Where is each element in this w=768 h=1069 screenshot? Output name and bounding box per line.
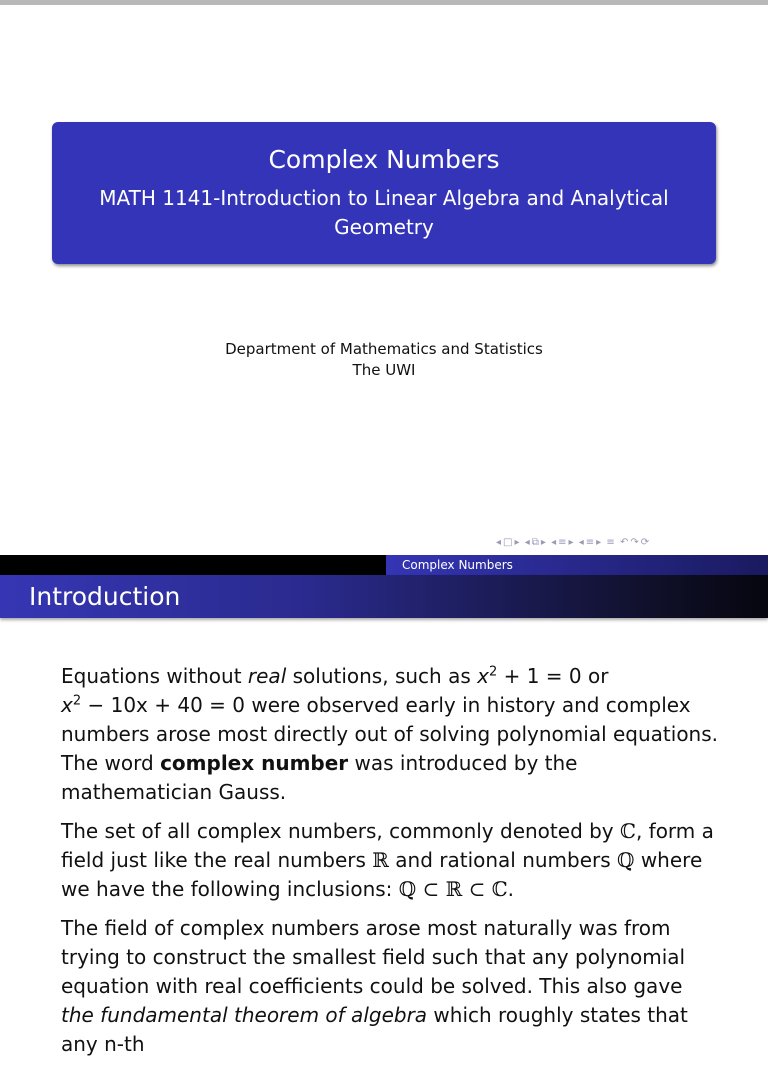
text: and rational numbers [388, 848, 618, 872]
institute-block [0, 339, 768, 381]
nav-prev-subsection-icon[interactable]: ◂ [524, 537, 530, 548]
math-var: x [61, 693, 73, 717]
text: were observed early in history and complex numbers arose most directly out of solving polynomial equations. The word [61, 693, 719, 775]
institution-name: The UWI [352, 361, 416, 379]
text: which roughly states that any n-th [61, 1003, 688, 1056]
paragraph-1 [61, 662, 721, 807]
nav-next-part-icon[interactable]: ▸ [596, 537, 602, 548]
nav-next-frame-icon[interactable]: ▸ [514, 537, 520, 548]
nav-appendix-icon[interactable]: ≡ [606, 537, 615, 548]
real-set-symbol: ℝ [372, 848, 389, 872]
math-text: + 1 = 0 or [497, 664, 609, 688]
slide-content [61, 662, 721, 1069]
text: The set of all complex numbers, commonly denoted by [61, 819, 621, 843]
math-text: − 10x + 40 = 0 [81, 693, 246, 717]
bold-term: complex number [160, 751, 349, 775]
presentation-subtitle: MATH 1141-Introduction to Linear Algebra and Analytical Geometry [99, 186, 669, 239]
title-block [52, 122, 716, 264]
text: where we have the following inclusions: [61, 848, 703, 901]
beamer-navigation[interactable] [496, 536, 764, 550]
nav-prev-frame-icon[interactable]: ◂ [496, 537, 502, 548]
complex-set-symbol: ℂ [620, 819, 636, 843]
emphasis-theorem: the fundamental theorem of algebra [61, 1003, 428, 1027]
nav-section-icon[interactable]: ≡ [558, 537, 567, 548]
paragraph-3 [61, 914, 721, 1059]
nav-next-section-icon[interactable]: ▸ [568, 537, 574, 548]
inclusion-chain: ℚ ⊂ ℝ ⊂ ℂ [398, 877, 508, 901]
math-exponent: 2 [72, 693, 82, 709]
text: solutions, such as [286, 664, 478, 688]
nav-subsection-icon[interactable]: ⧉ [531, 537, 539, 548]
math-var: x [477, 664, 489, 688]
paragraph-2 [61, 817, 721, 904]
emphasis-real: real [247, 664, 287, 688]
section-headline [0, 555, 768, 575]
headline-section-title: Complex Numbers [386, 555, 768, 575]
nav-forward-icon[interactable]: ↷ [630, 537, 639, 548]
nav-next-subsection-icon[interactable]: ▸ [540, 537, 546, 548]
department-name: Department of Mathematics and Statistics [225, 340, 543, 358]
rational-set-symbol: ℚ [617, 848, 635, 872]
presentation-title: Complex Numbers [268, 145, 500, 174]
nav-search-icon[interactable]: ⟳ [640, 537, 650, 548]
text: The field of complex numbers arose most naturally was from trying to construct the smallest field such that any polynomial equation with real coefficients could be solved. This also gave [61, 916, 686, 998]
nav-frame-icon[interactable]: □ [503, 537, 513, 548]
math-exponent: 2 [488, 664, 498, 680]
headline-left [0, 555, 386, 575]
text: Equations without [61, 664, 248, 688]
nav-back-icon[interactable]: ↶ [619, 537, 629, 548]
nav-prev-section-icon[interactable]: ◂ [551, 537, 557, 548]
nav-prev-part-icon[interactable]: ◂ [578, 537, 584, 548]
text: was introduced by the mathematician Gauss. [61, 751, 578, 804]
top-rule [0, 0, 768, 5]
frame-title: Introduction [0, 575, 768, 618]
text: . [507, 877, 515, 901]
text: , form a field just like the real numbers [61, 819, 714, 872]
nav-part-icon[interactable]: ≡ [585, 537, 595, 548]
